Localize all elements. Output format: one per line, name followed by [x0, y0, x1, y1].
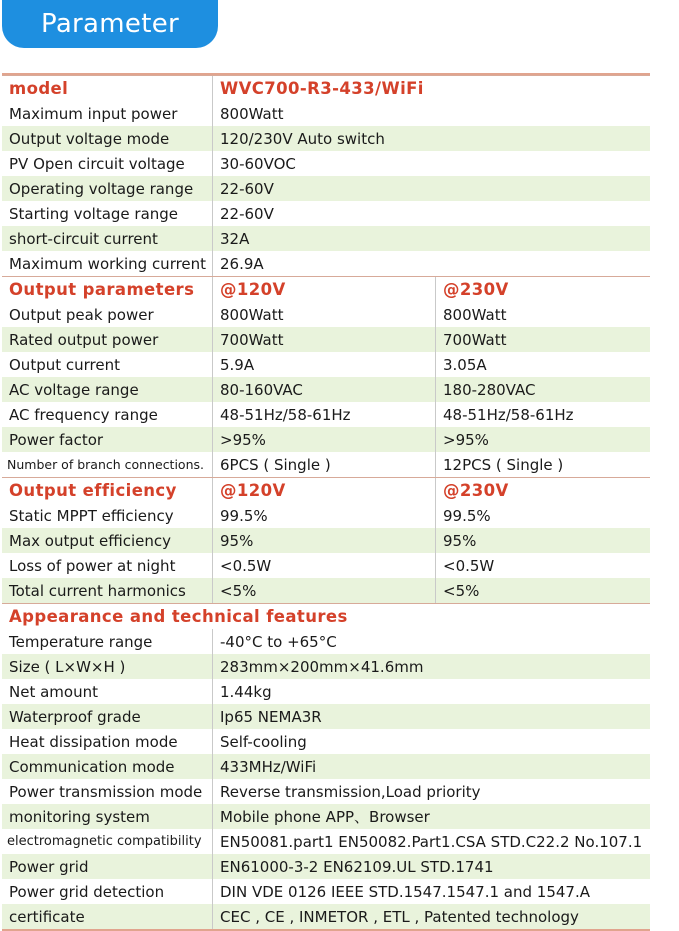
table-row	[2, 377, 650, 402]
table-row	[2, 427, 650, 452]
param-value: EN61000-3-2 EN62109.UL STD.1741	[212, 854, 650, 879]
param-value: @230V	[435, 277, 650, 302]
section-header-row	[2, 75, 650, 101]
param-value: 700Watt	[212, 327, 435, 352]
table-row	[2, 654, 650, 679]
table-row	[2, 904, 650, 931]
param-value: EN50081.part1 EN50082.Part1.CSA STD.C22.2 No.107.1	[212, 829, 650, 854]
table-row	[2, 327, 650, 352]
param-label: Operating voltage range	[9, 179, 194, 198]
param-value: 800Watt	[212, 101, 650, 126]
param-value: 80-160VAC	[212, 377, 435, 402]
param-value: 283mm×200mm×41.6mm	[212, 654, 650, 679]
param-label: Loss of power at night	[9, 556, 176, 575]
param-value: >95%	[435, 427, 650, 452]
param-label: Static MPPT efficiency	[9, 506, 174, 525]
param-label: Size ( L×W×H )	[9, 657, 126, 676]
param-value: 95%	[435, 528, 650, 553]
param-label: Power factor	[9, 430, 104, 449]
table-row	[2, 729, 650, 754]
param-value: 22-60V	[212, 176, 650, 201]
param-value: 800Watt	[212, 302, 435, 327]
table-row	[2, 854, 650, 879]
param-value: -40°C to +65°C	[212, 629, 650, 654]
table-row	[2, 679, 650, 704]
param-value: 800Watt	[435, 302, 650, 327]
param-value: @120V	[212, 277, 435, 302]
param-label: Power transmission mode	[9, 782, 203, 801]
param-value: >95%	[212, 427, 435, 452]
param-value: 120/230V Auto switch	[212, 126, 650, 151]
param-value: Mobile phone APP、Browser	[212, 804, 650, 829]
param-label: certificate	[9, 907, 85, 926]
section-title: Output parameters	[9, 280, 195, 299]
table-row	[2, 553, 650, 578]
param-value: 32A	[212, 226, 650, 251]
table-row	[2, 528, 650, 553]
spec-table	[2, 73, 650, 931]
param-value: WVC700-R3-433/WiFi	[212, 76, 650, 101]
param-label: Output voltage mode	[9, 129, 170, 148]
param-label: Heat dissipation mode	[9, 732, 178, 751]
param-value: 6PCS ( Single )	[212, 452, 435, 477]
table-row	[2, 704, 650, 729]
table-row	[2, 251, 650, 276]
table-row	[2, 302, 650, 327]
param-value: 180-280VAC	[435, 377, 650, 402]
table-row	[2, 126, 650, 151]
param-label: Waterproof grade	[9, 707, 141, 726]
param-value: 12PCS ( Single )	[435, 452, 650, 477]
param-value: DIN VDE 0126 IEEE STD.1547.1547.1 and 1547.A	[212, 879, 650, 904]
section-title: Output efficiency	[9, 481, 177, 500]
param-value: Self-cooling	[212, 729, 650, 754]
section-header-row	[2, 276, 650, 302]
table-row	[2, 176, 650, 201]
param-label: Starting voltage range	[9, 204, 179, 223]
param-value: 22-60V	[212, 201, 650, 226]
param-value: <5%	[212, 578, 435, 603]
param-value: @120V	[212, 478, 435, 503]
param-label: Total current harmonics	[9, 581, 186, 600]
param-value: @230V	[435, 478, 650, 503]
table-row	[2, 352, 650, 377]
param-label: Maximum working current	[9, 254, 207, 273]
param-label: electromagnetic compatibility	[7, 834, 202, 849]
param-label: Communication mode	[9, 757, 175, 776]
param-value: 5.9A	[212, 352, 435, 377]
param-value: 95%	[212, 528, 435, 553]
param-label: short-circuit current	[9, 229, 158, 248]
param-label: AC voltage range	[9, 380, 139, 399]
section-header-row	[2, 603, 650, 629]
param-label: Output peak power	[9, 305, 154, 324]
param-value: 3.05A	[435, 352, 650, 377]
param-label: Temperature range	[9, 632, 153, 651]
param-label: monitoring system	[9, 807, 150, 826]
param-label: Maximum input power	[9, 104, 178, 123]
param-value: 99.5%	[435, 503, 650, 528]
param-value: <0.5W	[435, 553, 650, 578]
table-row	[2, 402, 650, 427]
param-value: 433MHz/WiFi	[212, 754, 650, 779]
section-header-row	[2, 477, 650, 503]
table-row	[2, 754, 650, 779]
param-value: Ip65 NEMA3R	[212, 704, 650, 729]
table-row	[2, 452, 650, 477]
param-label: Output current	[9, 355, 120, 374]
param-label: Number of branch connections.	[7, 457, 204, 472]
table-row	[2, 578, 650, 603]
table-row	[2, 151, 650, 176]
table-row	[2, 226, 650, 251]
param-value: <0.5W	[212, 553, 435, 578]
table-row	[2, 503, 650, 528]
param-value: <5%	[435, 578, 650, 603]
param-label: AC frequency range	[9, 405, 158, 424]
table-row	[2, 101, 650, 126]
table-row	[2, 629, 650, 654]
section-title: Appearance and technical features	[9, 607, 348, 626]
param-label: Rated output power	[9, 330, 159, 349]
table-row	[2, 779, 650, 804]
param-label: Power grid	[9, 857, 89, 876]
param-label: PV Open circuit voltage	[9, 154, 185, 173]
table-row	[2, 879, 650, 904]
param-value: Reverse transmission,Load priority	[212, 779, 650, 804]
param-value: 99.5%	[212, 503, 435, 528]
param-value: CEC , CE , INMETOR , ETL , Patented technology	[212, 904, 650, 929]
param-value: 26.9A	[212, 251, 650, 276]
param-value: 700Watt	[435, 327, 650, 352]
param-value: 48-51Hz/58-61Hz	[212, 402, 435, 427]
section-title: model	[9, 79, 69, 98]
param-value: 30-60VOC	[212, 151, 650, 176]
param-label: Max output efficiency	[9, 531, 172, 550]
param-value: 1.44kg	[212, 679, 650, 704]
table-row	[2, 829, 650, 854]
table-row	[2, 201, 650, 226]
param-value: 48-51Hz/58-61Hz	[435, 402, 650, 427]
page-title: Parameter	[2, 0, 218, 48]
table-row	[2, 804, 650, 829]
param-label: Power grid detection	[9, 882, 165, 901]
param-label: Net amount	[9, 682, 98, 701]
